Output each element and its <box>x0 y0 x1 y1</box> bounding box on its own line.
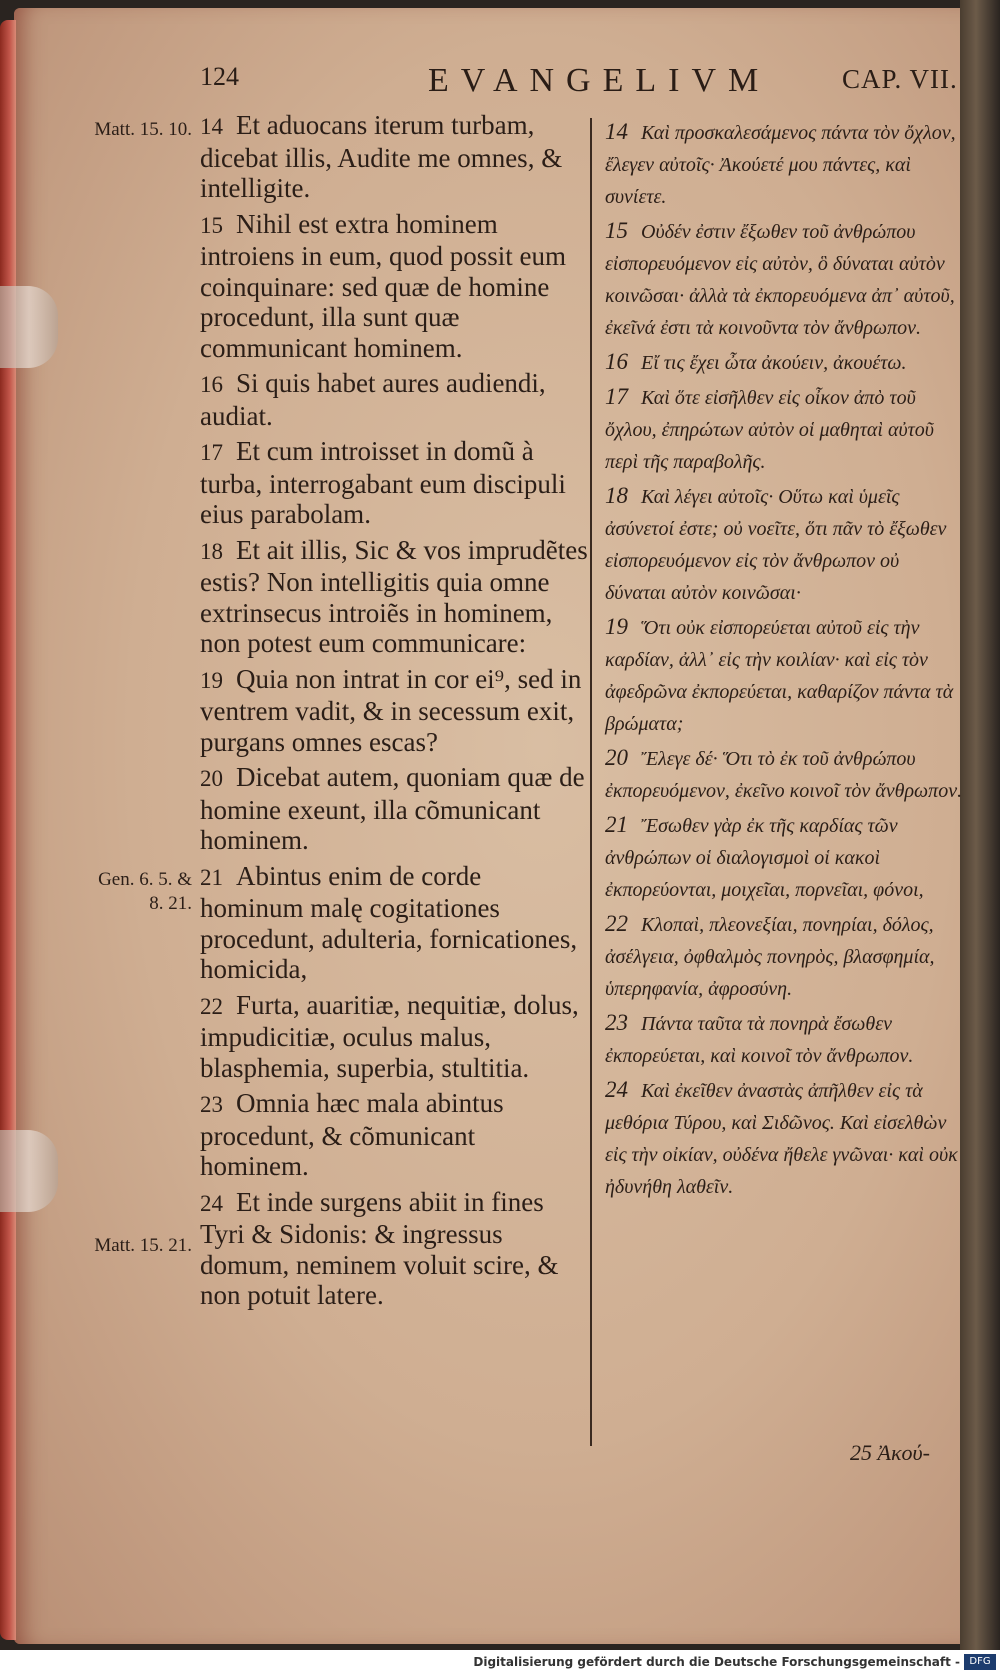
greek-verse <box>605 1074 965 1203</box>
verse-text: Ἔλεγε δέ· Ὅτι τὸ ἐκ τοῦ ἀνθρώπου ἐκπορευόμενον, ἐκεῖνο κοινοῖ τὸν ἄνθρωπον. <box>605 748 963 802</box>
verse-text: Ὅτι οὐκ εἰσπορεύεται αὐτοῦ εἰς τὴν καρδίαν, ἀλλ᾽ εἰς τὴν κοιλίαν· καὶ εἰς τὸν ἀφεδρῶνα ἐκπορεύεται, καθαρίζον πάντα τὰ βρώματα; <box>605 617 954 735</box>
latin-verse <box>200 436 588 530</box>
catchword: 25 Ἀκού- <box>850 1440 930 1465</box>
verse-number: 22 <box>200 993 223 1019</box>
latin-verse <box>200 209 588 364</box>
margin-note-2: Gen. 6. 5. & 8. 21. <box>98 869 192 914</box>
greek-verse <box>605 611 965 740</box>
running-title: EVANGELIVM <box>428 62 771 99</box>
margin-note-1: Matt. 15. 10. <box>94 119 192 140</box>
verse-number: 23 <box>200 1092 223 1117</box>
verse-number: 15 <box>605 218 628 243</box>
latin-verse <box>200 861 588 985</box>
verse-number: 16 <box>200 372 223 397</box>
verse-number: 14 <box>200 114 223 139</box>
greek-verse <box>605 1007 965 1072</box>
verse-number: 24 <box>605 1077 628 1102</box>
latin-verse <box>200 990 588 1084</box>
running-header <box>200 62 960 102</box>
verse-number: 20 <box>200 766 223 791</box>
verse-text: Furta, auaritiæ, nequitiæ, dolus, impudicitiæ, oculus malus, blasphemia, superbia, stultitia. <box>200 989 579 1083</box>
greek-verse <box>605 381 965 478</box>
verse-text: Et cum introisset in domũ à turba, interrogabant eum discipuli eius parabolam. <box>200 436 566 529</box>
verse-text: Abintus enim de corde hominum malę cogitationes procedunt, adulteria, fornicationes, homicida, <box>200 860 578 984</box>
greek-verse <box>605 480 965 609</box>
latin-verse <box>200 664 588 758</box>
verse-number: 20 <box>605 745 628 770</box>
verse-text: Dicebat autem, quoniam quæ de homine exeunt, illa cõmunicant hominem. <box>200 762 585 855</box>
greek-verse <box>605 809 965 906</box>
verse-number: 19 <box>200 667 223 693</box>
verse-number: 22 <box>605 911 628 936</box>
clamp-top-icon <box>0 286 58 368</box>
column-divider <box>590 118 592 1446</box>
verse-text: Si quis habet aures audiendi, audiat. <box>200 368 546 431</box>
verse-text: Καὶ λέγει αὐτοῖς· Οὕτω καὶ ὑμεῖς ἀσύνετοί ἐστε; οὐ νοεῖτε, ὅτι πᾶν τὸ ἔξωθεν εἰσπορευόμενον εἰς τὸν ἄνθρωπον οὐ δύναται αὐτὸν κοινῶσαι· <box>605 486 947 604</box>
latin-verse <box>200 110 588 204</box>
footer-credit: Digitalisierung gefördert durch die Deutsche Forschungsgemeinschaft - <box>473 1655 960 1669</box>
verse-number: 17 <box>200 440 223 465</box>
verse-text: Et ait illis, Sic & vos imprudẽtes estis? Non intelligitis quia omne extrinsecus introiẽs in hominem, non potest eum communicare: <box>200 534 588 658</box>
margin-note-3: Matt. 15. 21. <box>94 1235 192 1256</box>
greek-column <box>605 116 965 1205</box>
clamp-bottom-icon <box>0 1130 58 1212</box>
verse-text: Omnia hæc mala abintus procedunt, & cõmunicant hominem. <box>200 1088 504 1181</box>
verse-text: Καὶ ἐκεῖθεν ἀναστὰς ἀπῆλθεν εἰς τὰ μεθόρια Τύρου, καὶ Σιδῶνος. Καὶ εἰσελθὼν εἰς τὴν οἰκίαν, οὐδένα ἤθελε γνῶναι· καὶ οὐκ ἠδυνήθη λαθεῖν. <box>605 1080 958 1198</box>
greek-verse <box>605 116 965 213</box>
verse-text: Καὶ ὅτε εἰσῆλθεν εἰς οἶκον ἀπὸ τοῦ ὄχλου, ἐπηρώτων αὐτὸν οἱ μαθηταὶ αὐτοῦ περὶ τῆς παραβολῆς. <box>605 387 934 473</box>
verse-text: Nihil est extra hominem introiens in eum, quod possit eum coinquinare: sed quæ de homine procedunt, illa sunt quæ communicant hominem. <box>200 208 566 363</box>
latin-verse <box>200 1088 588 1182</box>
verse-number: 16 <box>605 349 628 374</box>
verse-text: Εἴ τις ἔχει ὦτα ἀκούειν, ἀκουέτω. <box>641 352 907 374</box>
latin-verse <box>200 368 588 431</box>
latin-verse <box>200 762 588 856</box>
verse-number: 23 <box>605 1010 628 1035</box>
latin-column <box>200 110 588 1316</box>
page-number: 124 <box>200 62 239 91</box>
greek-verse <box>605 742 965 807</box>
verse-text: Πάντα ταῦτα τὰ πονηρὰ ἔσωθεν ἐκπορεύεται, καὶ κοινοῖ τὸν ἄνθρωπον. <box>605 1013 914 1067</box>
verse-number: 18 <box>200 538 223 564</box>
verse-text: Καὶ προσκαλεσάμενος πάντα τὸν ὄχλον, ἔλεγεν αὐτοῖς· Ἀκούετέ μου πάντες, καὶ συνίετε. <box>605 122 956 208</box>
latin-verse <box>200 1187 588 1311</box>
dfg-logo: DFG <box>964 1654 996 1670</box>
chapter-label: CAP. VII. <box>842 64 958 94</box>
greek-verse <box>605 346 965 379</box>
verse-text: Ἔσωθεν γὰρ ἐκ τῆς καρδίας τῶν ἀνθρώπων οἱ διαλογισμοὶ οἱ κακοὶ ἐκπορεύονται, μοιχεῖαι, πορνεῖαι, φόνοι, <box>605 815 924 901</box>
greek-verse <box>605 215 965 344</box>
greek-verse <box>605 908 965 1005</box>
verse-number: 21 <box>200 864 223 890</box>
digitization-footer <box>0 1650 1000 1674</box>
verse-text: Κλοπαὶ, πλεονεξίαι, πονηρίαι, δόλος, ἀσέλγεια, ὀφθαλμὸς πονηρὸς, βλασφημία, ὑπερηφανία, ἀφροσύνη. <box>605 914 935 1000</box>
verse-number: 14 <box>605 119 628 144</box>
verse-text: Οὐδέν ἐστιν ἔξωθεν τοῦ ἀνθρώπου εἰσπορευόμενον εἰς αὐτὸν, ὃ δύναται αὐτὸν κοινῶσαι· ἀλλὰ τὰ ἐκπορευόμενα ἀπ᾽ αὐτοῦ, ἐκεῖνά ἐστι τὰ κοινοῦντα τὸν ἄνθρωπον. <box>605 221 955 339</box>
verse-text: Quia non intrat in cor ei⁹, sed in ventrem vadit, & in secessum exit, purgans omnes escas? <box>200 663 582 757</box>
verse-number: 24 <box>200 1190 223 1216</box>
binding-shadow <box>960 0 1000 1650</box>
verse-number: 15 <box>200 212 223 238</box>
page-edge-red <box>0 20 16 1640</box>
verse-number: 17 <box>605 384 628 409</box>
latin-verse <box>200 535 588 659</box>
verse-number: 18 <box>605 483 628 508</box>
verse-text: Et inde surgens abiit in fines Tyri & Sidonis: & ingressus domum, neminem voluit scire, & non potuit latere. <box>200 1186 559 1310</box>
verse-number: 19 <box>605 614 628 639</box>
verse-number: 21 <box>605 812 628 837</box>
verse-text: Et aduocans iterum turbam, dicebat illis, Audite me omnes, & intelligite. <box>200 110 563 203</box>
